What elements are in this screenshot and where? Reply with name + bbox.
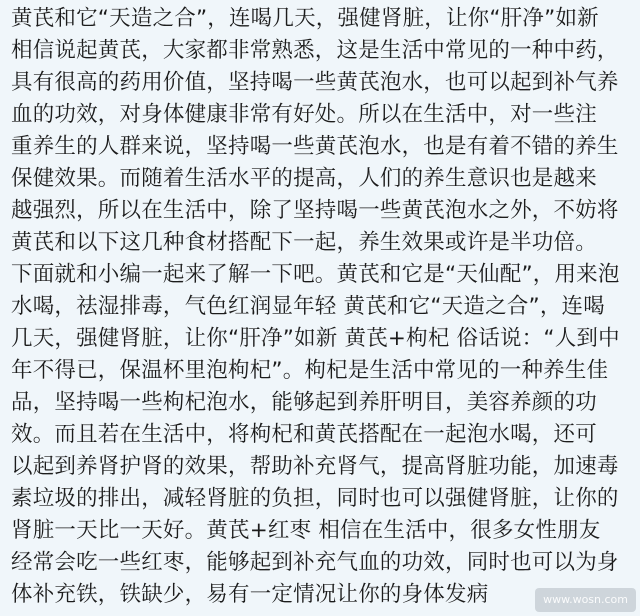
text-line: 效。而且若在生活中，将枸杞和黄芪搭配在一起泡水喝，还可 bbox=[11, 422, 597, 447]
text-line: 黄芪和它“天造之合”，连喝几天，强健肾脏，让你“肝净”如新 bbox=[11, 6, 599, 31]
text-line: 水喝，祛湿排毒，气色红润显年轻 黄芪和它“天造之合”，连喝 bbox=[11, 294, 605, 319]
text-line: 血的功效，对身体健康非常有好处。所以在生活中，对一些注 bbox=[11, 102, 597, 127]
text-line: 具有很高的药用价值，坚持喝一些黄芪泡水，也可以起到补气养 bbox=[11, 70, 619, 95]
text-line: 品，坚持喝一些枸杞泡水，能够起到养肝明目，美容养颜的功 bbox=[11, 390, 597, 415]
text-line: 相信说起黄芪，大家都非常熟悉，这是生活中常见的一种中药， bbox=[11, 38, 619, 63]
text-line: 素垃圾的排出，减轻肾脏的负担，同时也可以强健肾脏，让你的 bbox=[11, 486, 619, 511]
text-line: 越强烈，所以在生活中，除了坚持喝一些黄芪泡水之外，不妨将 bbox=[11, 198, 619, 223]
text-line: 肾脏一天比一天好。黄芪+红枣 相信在生活中，很多女性朋友 bbox=[11, 518, 601, 543]
text-line: 下面就和小编一起来了解一下吧。黄芪和它是“天仙配”，用来泡 bbox=[11, 262, 620, 287]
text-line: 年不得已，保温杯里泡枸杞”。枸杞是生活中常见的一种养生佳 bbox=[11, 358, 609, 383]
text-line: 重养生的人群来说，坚持喝一些黄芪泡水，也是有着不错的养生 bbox=[11, 134, 619, 159]
text-line: 以起到养肾护肾的效果，帮助补充肾气，提高肾脏功能，加速毒 bbox=[11, 454, 619, 479]
text-line: 黄芪和以下这几种食材搭配下一起，养生效果或许是半功倍。 bbox=[11, 230, 597, 255]
text-line: 几天，强健肾脏，让你“肝净”如新 黄芪+枸杞 俗话说：“人到中 bbox=[11, 326, 620, 351]
text-line: 保健效果。而随着生活水平的提高，人们的养生意识也是越来 bbox=[11, 166, 597, 191]
text-line: 经常会吃一些红枣，能够起到补充气血的功效，同时也可以为身 bbox=[11, 550, 619, 575]
watermark: www.wosn.com bbox=[535, 588, 636, 612]
text-line: 体补充铁，铁缺少，易有一定情况让你的身体发病 bbox=[11, 582, 489, 607]
